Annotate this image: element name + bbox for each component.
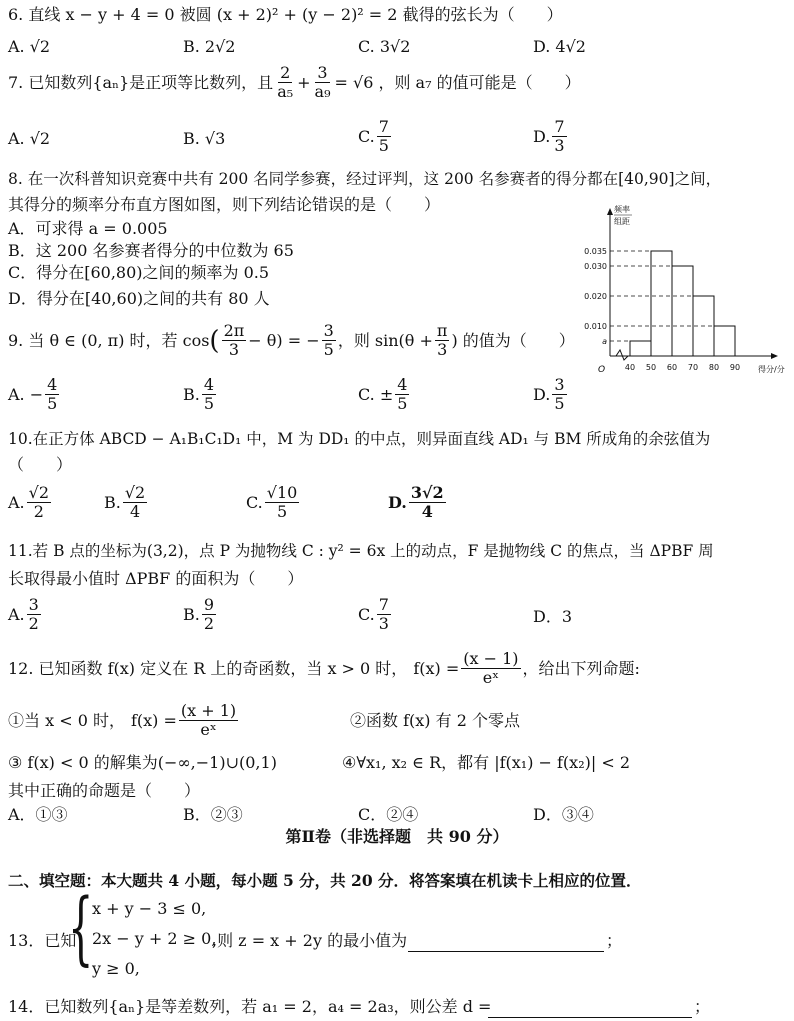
q7-option-a: A. √2 — [8, 129, 51, 148]
q7-plus: + — [297, 72, 311, 92]
q13-constraint-2: 2x − y + 2 ≥ 0, — [92, 929, 217, 948]
y-axis-arrow — [607, 208, 613, 215]
q12-question: 其中正确的命题是（ ） — [8, 781, 201, 800]
origin-label: O — [598, 365, 606, 375]
q12-option-c: C．②④ — [358, 805, 419, 824]
q12-option-a: A．①③ — [8, 805, 68, 824]
y-tick-label: 0.010 — [584, 322, 607, 331]
q10-line2: （ ） — [8, 455, 73, 474]
x-tick-label: 80 — [708, 363, 720, 372]
part2-title: 第Ⅱ卷（非选择题 共 90 分） — [285, 827, 509, 846]
q12-option-b: B．②③ — [183, 805, 243, 824]
q11-option-d: D．3 — [533, 607, 573, 626]
q8-line2: 其得分的频率分布直方图如图，则下列结论错误的是（ ） — [8, 195, 441, 214]
q10-option-b: B. $\frac{√2}{4}$ — [104, 483, 146, 521]
q8-option-a: A．可求得 a = 0.005 — [8, 219, 168, 238]
q10-option-d: D. $\frac{3√2}{4}$ — [388, 483, 444, 521]
q13-constraint-1: x + y − 3 ≤ 0, — [92, 899, 207, 918]
q11-line2: 长取得最小值时 ΔPBF 的面积为（ ） — [8, 569, 304, 588]
q10-option-c: C. $\frac{√10}{5}$ — [246, 483, 298, 521]
q13-ask: ,则 z = x + 2y 的最小值为 — [212, 931, 408, 950]
histogram-bar — [630, 341, 651, 356]
q9-option-d: D. $\frac{3}{5}$ — [533, 375, 565, 413]
q12-stem: 12. 已知函数 f(x) 定义在 R 上的奇函数，当 x > 0 时， f(x) = $\frac{(x - 1)}{\text{eˣ}}$ ，给出下列命题: — [8, 649, 640, 687]
q6-option-d: D. 4√2 — [533, 37, 586, 56]
q8-option-d: D．得分在[40,60)之间的共有 80 人 — [8, 289, 270, 308]
q14-text: 14．已知数列{aₙ}是等差数列，若 a₁ = 2，a₄ = 2a₃，则公差 d = — [8, 997, 492, 1016]
q9-stem: 9. 当 θ ∈ (0, π) 时，若 cos ( $\frac{2\pi}{3}$ − θ) = − $\frac{3}{5}$ ，则 sin(θ + $\frac{\pi}{3}$ ) 的值为（ ） — [8, 321, 575, 359]
q9-option-a: A. − $\frac{4}{5}$ — [8, 375, 58, 413]
y-tick-label: 0.035 — [584, 247, 607, 256]
q11-option-a: A. $\frac{3}{2}$ — [8, 595, 39, 633]
q11-line1: 11.若 B 点的坐标为(3,2)，点 P 为抛物线 C : y² = 6x 上的动点，F 是抛物线 C 的焦点，当 ΔPBF 周 — [8, 542, 714, 560]
q11-option-b: B. $\frac{9}{2}$ — [183, 595, 215, 633]
ylabel-bottom: 组距 — [614, 217, 630, 226]
y-tick-label: 0.030 — [584, 262, 607, 271]
q13-end: ； — [606, 931, 623, 950]
q13-label: 13．已知 — [8, 931, 77, 950]
q13-constraint-3: y ≥ 0, — [92, 959, 140, 978]
section2-heading: 二、填空题：本大题共 4 小题，每小题 5 分，共 20 分．将答案填在机读卡上相应的位置． — [8, 871, 642, 890]
q7-frac1: $\frac{2}{\text{a₅}}$ — [277, 63, 294, 101]
q12-proposition-4: ④∀x₁, x₂ ∈ R，都有 |f(x₁) − f(x₂)| < 2 — [342, 753, 631, 772]
q9-option-b: B. $\frac{4}{5}$ — [183, 375, 215, 413]
q8-option-b: B．这 200 名参赛者得分的中位数为 65 — [8, 241, 294, 260]
q11-option-c: C. $\frac{7}{3}$ — [358, 595, 389, 633]
x-tick-label: 40 — [624, 363, 636, 372]
q14-end: ； — [694, 997, 711, 1016]
histogram-bar — [714, 326, 735, 356]
q13-answer-blank[interactable] — [408, 930, 604, 952]
x-tick-label: 60 — [666, 363, 678, 372]
q7-stem — [8, 64, 581, 101]
q12-proposition-1: ①当 x < 0 时， f(x) = $\frac{(x + 1)}{\text{eˣ}}$ — [8, 701, 237, 739]
frequency-histogram — [572, 200, 790, 380]
histogram-bar — [651, 251, 672, 356]
y-tick-label: 0.020 — [584, 292, 607, 301]
q9-option-c: C. ± $\frac{4}{5}$ — [358, 375, 408, 413]
histogram-bar — [672, 266, 693, 356]
q14-answer-blank[interactable] — [488, 996, 692, 1018]
x-axis-arrow — [771, 353, 778, 359]
q7-stem-post: = √6 ，则 a₇ 的值可能是（ ） — [334, 72, 581, 92]
x-tick-label: 90 — [729, 363, 741, 372]
q7-option-c: C. $\frac{7}{5}$ — [358, 117, 389, 155]
q6-option-c: C. 3√2 — [358, 37, 411, 56]
ylabel-top: 频率 — [614, 205, 630, 214]
q10-option-a: A. $\frac{√2}{2}$ — [8, 483, 50, 521]
q12-option-d: D．③④ — [533, 805, 594, 824]
q8-option-c: C．得分在[60,80)之间的频率为 0.5 — [8, 263, 270, 282]
q6-option-b: B. 2√2 — [183, 37, 236, 56]
q6-stem: 6. 直线 x − y + 4 = 0 被圆 (x + 2)² + (y − 2)² = 2 截得的弦长为（ ） — [8, 5, 563, 24]
q12-proposition-3: ③ f(x) < 0 的解集为(−∞,−1)∪(0,1) — [8, 753, 277, 772]
q12-proposition-2: ②函数 f(x) 有 2 个零点 — [350, 711, 520, 730]
axis-break — [616, 350, 628, 360]
xlabel: 得分/分 — [758, 365, 785, 374]
q7-option-b: B. √3 — [183, 129, 226, 148]
q6-option-a: A. √2 — [8, 37, 51, 56]
q7-option-d: D. $\frac{7}{3}$ — [533, 117, 565, 155]
q8-line1: 8. 在一次科普知识竞赛中共有 200 名同学参赛，经过评判，这 200 名参赛者的得分都在[40,90]之间， — [8, 170, 722, 188]
x-tick-label: 50 — [645, 363, 657, 372]
x-tick-label: 70 — [687, 363, 699, 372]
q7-stem-pre: 7. 已知数列{aₙ}是正项等比数列，且 — [8, 72, 274, 92]
y-tick-label: a — [602, 337, 607, 346]
q13-brace: { — [68, 881, 94, 974]
q7-frac2: $\frac{3}{\text{a₉}}$ — [314, 63, 331, 101]
q10-line1: 10.在正方体 ABCD − A₁B₁C₁D₁ 中，M 为 DD₁ 的中点，则异面直线 AD₁ 与 BM 所成角的余弦值为 — [8, 430, 711, 448]
